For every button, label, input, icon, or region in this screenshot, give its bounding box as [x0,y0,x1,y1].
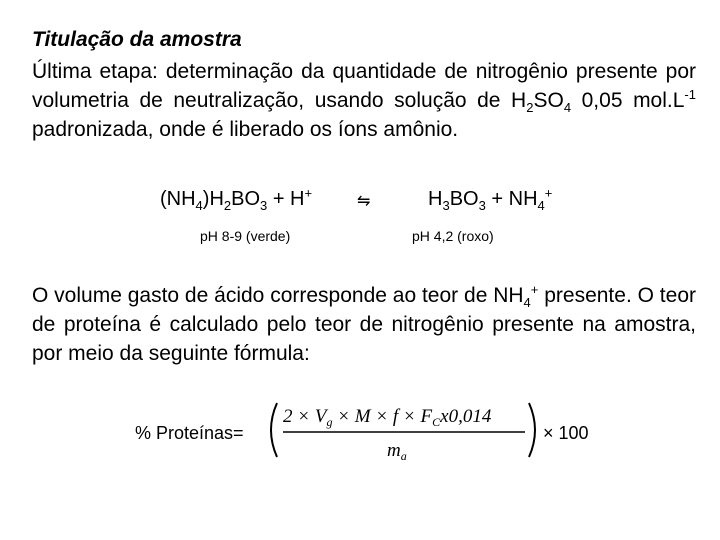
reaction-products: $H_3BO_3 + NH_4^+$ [428,185,553,213]
intro-paragraph: Última etapa: determinação da quantidade de nitrogênio presente por volumetria de neutralização, usando solução de $H_2SO_4$ 0,05 $mol.L^{-1}$ padronizada, onde é liberado os íons amônio. [32,60,696,141]
ph-label-products: pH 4,2 (roxo) [412,228,494,244]
right-paren-icon [529,403,535,457]
formula-numerator: $2 \times V_g \times M \times f \times F_Cx0,014$ [283,406,492,429]
reaction-reactants: $(NH_4)H_2BO_3 + H^+$ [160,185,313,213]
volume-paragraph: O volume gasto de ácido corresponde ao teor de $NH_4^+$ presente. O teor de proteína é calculado pelo teor de nitrogênio presente na amostra, por meio da seguinte fórmula: [32,282,696,365]
protein-formula [135,395,595,465]
formula-denominator: $m_a$ [387,440,407,463]
equilibrium-arrow-icon: ⇋ [357,193,371,210]
ph-label-reactants: pH 8-9 (verde) [200,228,291,244]
left-paren-icon [271,403,277,457]
section-title: Titulação da amostra [32,28,242,51]
formula-lhs: % Proteínas= [135,423,244,443]
formula-times-100: × 100 [543,423,589,443]
